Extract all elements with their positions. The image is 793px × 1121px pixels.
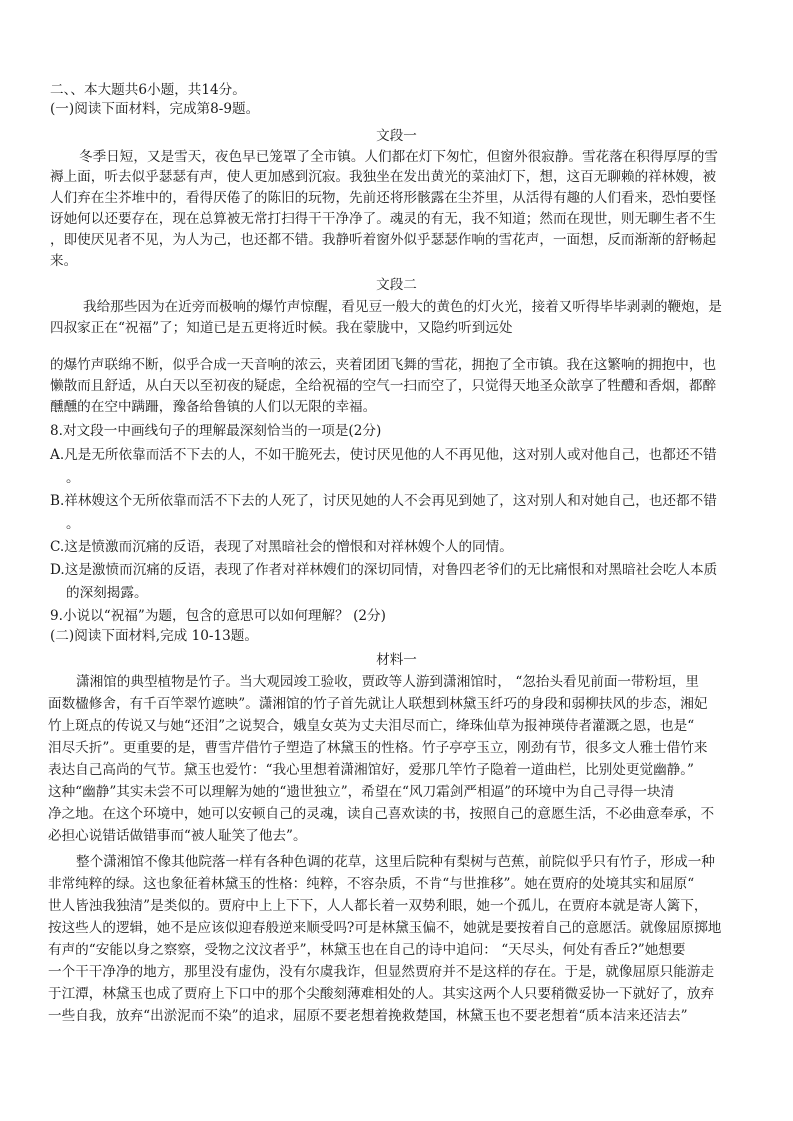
material1-line: 潇湘馆的典型植物是竹子。当大观园竣工验收，贾政等人游到潇湘馆时， “忽抬头看见前面一带粉垣，里 <box>76 674 699 690</box>
material1-line: 整个潇湘馆不像其他院落一样有各种色调的花草，这里后院种有梨树与芭蕉，前院似乎只有竹子，形成一种 <box>76 854 715 870</box>
passage1-line: 来。 <box>50 253 78 269</box>
part1-intro: (一)阅读下面材料，完成第8-9题。 <box>50 101 260 117</box>
passage1-line: 冬季日短，又是雪天，夜色早已笼罩了全市镇。人们都在灯下匆忙，但窗外很寂静。雪花落在积得厚厚的雪 <box>79 149 718 165</box>
passage2-line: 的爆竹声联绵不断，似乎合成一天音响的浓云，夹着团团飞舞的雪花，拥抱了全市镇。我在这繁响的拥抱中，也 <box>50 357 717 373</box>
material1-line: 竹上斑点的传说又与她“还泪”之说契合，娥皇女英为丈夫泪尽而亡，绛珠仙草为报神瑛侍者灌溉之恩，也是“ <box>48 718 695 734</box>
material1-line: 净之地。在这个环境中，她可以安顿自己的灵魂，读自己喜欢读的书，按照自己的意愿生活，不必曲意奉承，不 <box>48 806 715 822</box>
material1-line: 世人皆浊我独清”是类似的。贾府中上上下下，人人都长着一双势利眼，她一个孤儿，在贾府本就是寄人篱下， <box>48 898 708 914</box>
passage1-line: 人们弃在尘芥堆中的，看得厌倦了的陈旧的玩物，先前还将形骸露在尘芥里，从活得有趣的人们看来，恐怕要怪 <box>50 190 717 206</box>
material1-line: 必担心说错话做错事而“被人耻笑了他去”。 <box>48 828 307 844</box>
material1-line: 面数楹修舍，有千百竿翠竹遮映”。潇湘馆的竹子首先就让人联想到林黛玉纤巧的身段和弱柳扶风的步态，湘妃 <box>48 696 708 712</box>
passage2-line: 醺醺的在空中蹒跚，豫备给鲁镇的人们以无限的幸福。 <box>50 399 377 415</box>
part2-intro: (二)阅读下面材料,完成 10-13题。 <box>50 628 258 644</box>
passage2-line: 我给那些因为在近旁而极响的爆竹声惊醒，看见豆一般大的黄色的灯火光，接着又听得毕毕剥剥的鞭炮，是 <box>83 299 722 315</box>
q8-option-d: D.这是激愤而沉痛的反语，表现了作者对祥林嫂们的深切同情，对鲁四老爷们的无比痛恨和对黑暗社会吃人本质 <box>50 562 718 578</box>
material1-line: 泪尽夭折”。更重要的是，曹雪芹借竹子塑造了林黛玉的性格。竹子亭亭玉立，刚劲有节，很多文人雅士借竹来 <box>48 740 708 756</box>
passage1-line: 褥上面，听去似乎瑟瑟有声，使人更加感到沉寂。我独坐在发出黄光的菜油灯下，想，这百无聊赖的祥林嫂，被 <box>50 169 717 185</box>
q8-option-d-cont: 的深刻揭露。 <box>66 585 148 601</box>
passage1-line: ，即使厌见者不见，为人为己，也还都不错。我静听着窗外似乎瑟瑟作响的雪花声，一面想，反而渐渐的舒畅起 <box>50 232 717 248</box>
passage2-line: 懒散而且舒适，从白天以至初夜的疑虑，全给祝福的空气一扫而空了，只觉得天地圣众歆享了牲醴和香烟，都醉 <box>50 378 717 394</box>
q8-stem: 8.对文段一中画线句子的理解最深刻恰当的一项是(2分) <box>50 423 382 439</box>
q8-option-b: B.祥林嫂这个无所依靠而活不下去的人死了，讨厌见她的人不会再见到她了，这对别人和对她自己，也还都不错 <box>50 493 717 509</box>
q9-stem: 9.小说以“祝福”为题，包含的意思可以如何理解？ (2分) <box>50 608 386 624</box>
q8-option-c: C.这是愤激而沉痛的反语，表现了对黑暗社会的憎恨和对祥林嫂个人的同情。 <box>50 539 513 555</box>
q8-option-a: A.凡是无所依靠而活不下去的人，不如干脆死去，使讨厌见他的人不再见他，这对别人或对他自己，也都还不错 <box>50 447 717 463</box>
material1-line: 于江潭，林黛玉也成了贾府上下口中的那个尖酸刻薄难相处的人。其实这两个人只要稍微妥协一下就好了，放弃 <box>48 986 715 1002</box>
passage1-title: 文段一 <box>376 128 417 144</box>
section-header: 二、、本大题共6小题，共14分。 <box>50 82 246 98</box>
passage2-line: 四叔家正在“祝福”了；知道已是五更将近时候。我在蒙胧中，又隐约听到远处 <box>50 320 513 336</box>
material1-line: 一些自我，放弃“出淤泥而不染”的追求，屈原不要老想着挽救楚国，林黛玉也不要老想着“质本洁来还洁去” <box>48 1008 688 1024</box>
material1-title: 材料一 <box>376 652 417 668</box>
material1-line: 表达自己高尚的气节。黛玉也爱竹：“我心里想着潇湘馆好，爱那几竿竹子隐着一道曲栏，比别处更觉幽静。” <box>48 762 695 778</box>
material1-line: 非常纯粹的绿。这也象征着林黛玉的性格：纯粹，不容杂质，不肯“与世推移”。她在贾府的处境其实和屈原“ <box>48 876 695 892</box>
q8-option-a-cont: 。 <box>66 470 80 486</box>
material1-line: 有声的“安能以身之察察，受物之汶汶者乎”，林黛玉也在自己的诗中追问： “天尽头，何处有香丘?”她想要 <box>48 942 686 958</box>
q8-option-b-cont: 。 <box>66 516 80 532</box>
material1-line: 这种“幽静”其实未尝不可以理解为她的“遗世独立”，希望在“风刀霜剑严相逼”的环境中为自己寻得一块清 <box>48 784 675 800</box>
passage2-title: 文段二 <box>376 277 417 293</box>
passage1-line: 讶她何以还要存在，现在总算被无常打扫得干干净净了。魂灵的有无，我不知道；然而在现世，则无聊生者不生 <box>50 211 717 227</box>
material1-line: 一个干干净净的地方，那里没有虚伪，没有尔虞我诈，但显然贾府并不是这样的存在。于是，就像屈原只能游走 <box>48 964 715 980</box>
material1-line: 按这些人的逻辑，她不是应该似迎春般逆来顺受吗?可是林黛玉偏不，她就是要按着自己的意愿活。就像屈原掷地 <box>48 920 722 936</box>
